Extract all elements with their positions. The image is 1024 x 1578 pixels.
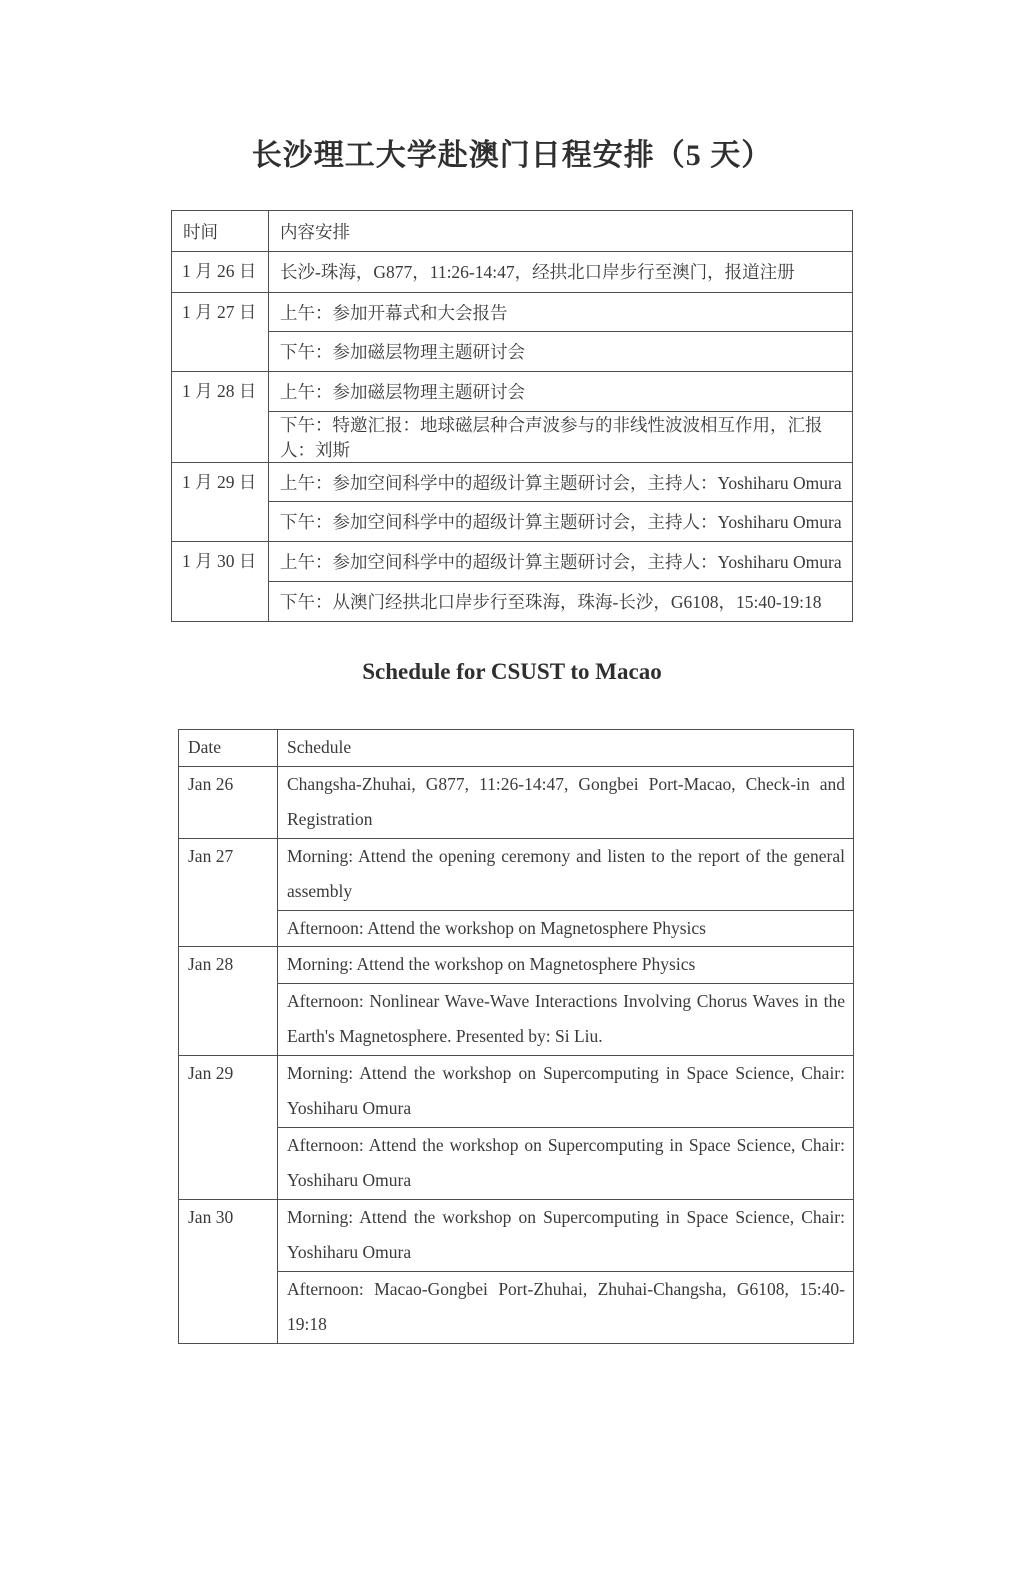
table-row [179,910,854,947]
table-body-chinese [172,252,853,622]
schedule-cell: Afternoon: Nonlinear Wave-Wave Interactions Involving Chorus Waves in the Earth's Magnetosphere. Presented by: Si Liu. [278,983,854,1055]
table-row [179,1199,854,1271]
table-row [172,252,853,293]
date-cell: 1 月 30 日 [172,542,269,621]
schedule-cell: Morning: Attend the workshop on Supercomputing in Space Science, Chair: Yoshiharu Omura [278,1199,854,1271]
schedule-cell: 下午：从澳门经拱北口岸步行至珠海，珠海-长沙，G6108，15:40-19:18 [269,581,853,621]
schedule-cell: Morning: Attend the workshop on Magnetosphere Physics [278,947,854,984]
column-header-schedule: Schedule [278,729,854,766]
schedule-cell: 上午：参加磁层物理主题研讨会 [269,372,853,412]
date-cell: Jan 30 [179,1199,278,1343]
schedule-cell: Morning: Attend the workshop on Supercomputing in Space Science, Chair: Yoshiharu Omura [278,1055,854,1127]
table-row [172,332,853,372]
table-row [179,766,854,838]
table-row [179,1127,854,1199]
date-cell: Jan 26 [179,766,278,838]
schedule-cell: 上午：参加开幕式和大会报告 [269,292,853,332]
document-page [0,130,1024,1578]
date-cell: Jan 28 [179,947,278,1056]
schedule-cell: 下午：特邀汇报：地球磁层种合声波参与的非线性波波相互作用，汇报人：刘斯 [269,411,853,462]
date-cell: Jan 27 [179,838,278,947]
schedule-cell: Afternoon: Attend the workshop on Magnetosphere Physics [278,910,854,947]
date-cell: 1 月 27 日 [172,292,269,371]
date-cell: Jan 29 [179,1055,278,1199]
table-row [179,1055,854,1127]
column-header-time: 时间 [172,211,269,252]
column-header-content: 内容安排 [269,211,853,252]
table-row [179,838,854,910]
table-row [179,1271,854,1343]
table-body-english [179,766,854,1343]
table-row [172,292,853,332]
schedule-cell: 长沙-珠海，G877，11:26-14:47，经拱北口岸步行至澳门，报道注册 [269,252,853,293]
schedule-cell: Changsha-Zhuhai, G877, 11:26-14:47, Gongbei Port-Macao, Check-in and Registration [278,766,854,838]
page-title-chinese: 长沙理工大学赴澳门日程安排（5 天） [251,139,773,172]
table-header-row [172,211,853,252]
table-row [172,411,853,462]
schedule-cell: Morning: Attend the opening ceremony and listen to the report of the general assembly [278,838,854,910]
schedule-cell: Afternoon: Attend the workshop on Supercomputing in Space Science, Chair: Yoshiharu Omura [278,1127,854,1199]
table-row [172,581,853,621]
table-row [172,502,853,542]
table-row [172,462,853,502]
schedule-cell: 上午：参加空间科学中的超级计算主题研讨会，主持人：Yoshiharu Omura [269,462,853,502]
schedule-table-chinese [171,210,853,622]
table-row [172,542,853,582]
schedule-cell: 下午：参加磁层物理主题研讨会 [269,332,853,372]
table-row [179,983,854,1055]
table-header-row [179,729,854,766]
column-header-date: Date [179,729,278,766]
schedule-cell: 下午：参加空间科学中的超级计算主题研讨会，主持人：Yoshiharu Omura [269,502,853,542]
date-cell: 1 月 28 日 [172,372,269,463]
table-row [179,947,854,984]
schedule-cell: 上午：参加空间科学中的超级计算主题研讨会，主持人：Yoshiharu Omura [269,542,853,582]
date-cell: 1 月 26 日 [172,252,269,293]
schedule-cell: Afternoon: Macao-Gongbei Port-Zhuhai, Zhuhai-Changsha, G6108, 15:40-19:18 [278,1271,854,1343]
page-title-english: Schedule for CSUST to Macao [362,658,662,684]
table-row [172,372,853,412]
schedule-table-english [178,729,854,1344]
date-cell: 1 月 29 日 [172,462,269,541]
